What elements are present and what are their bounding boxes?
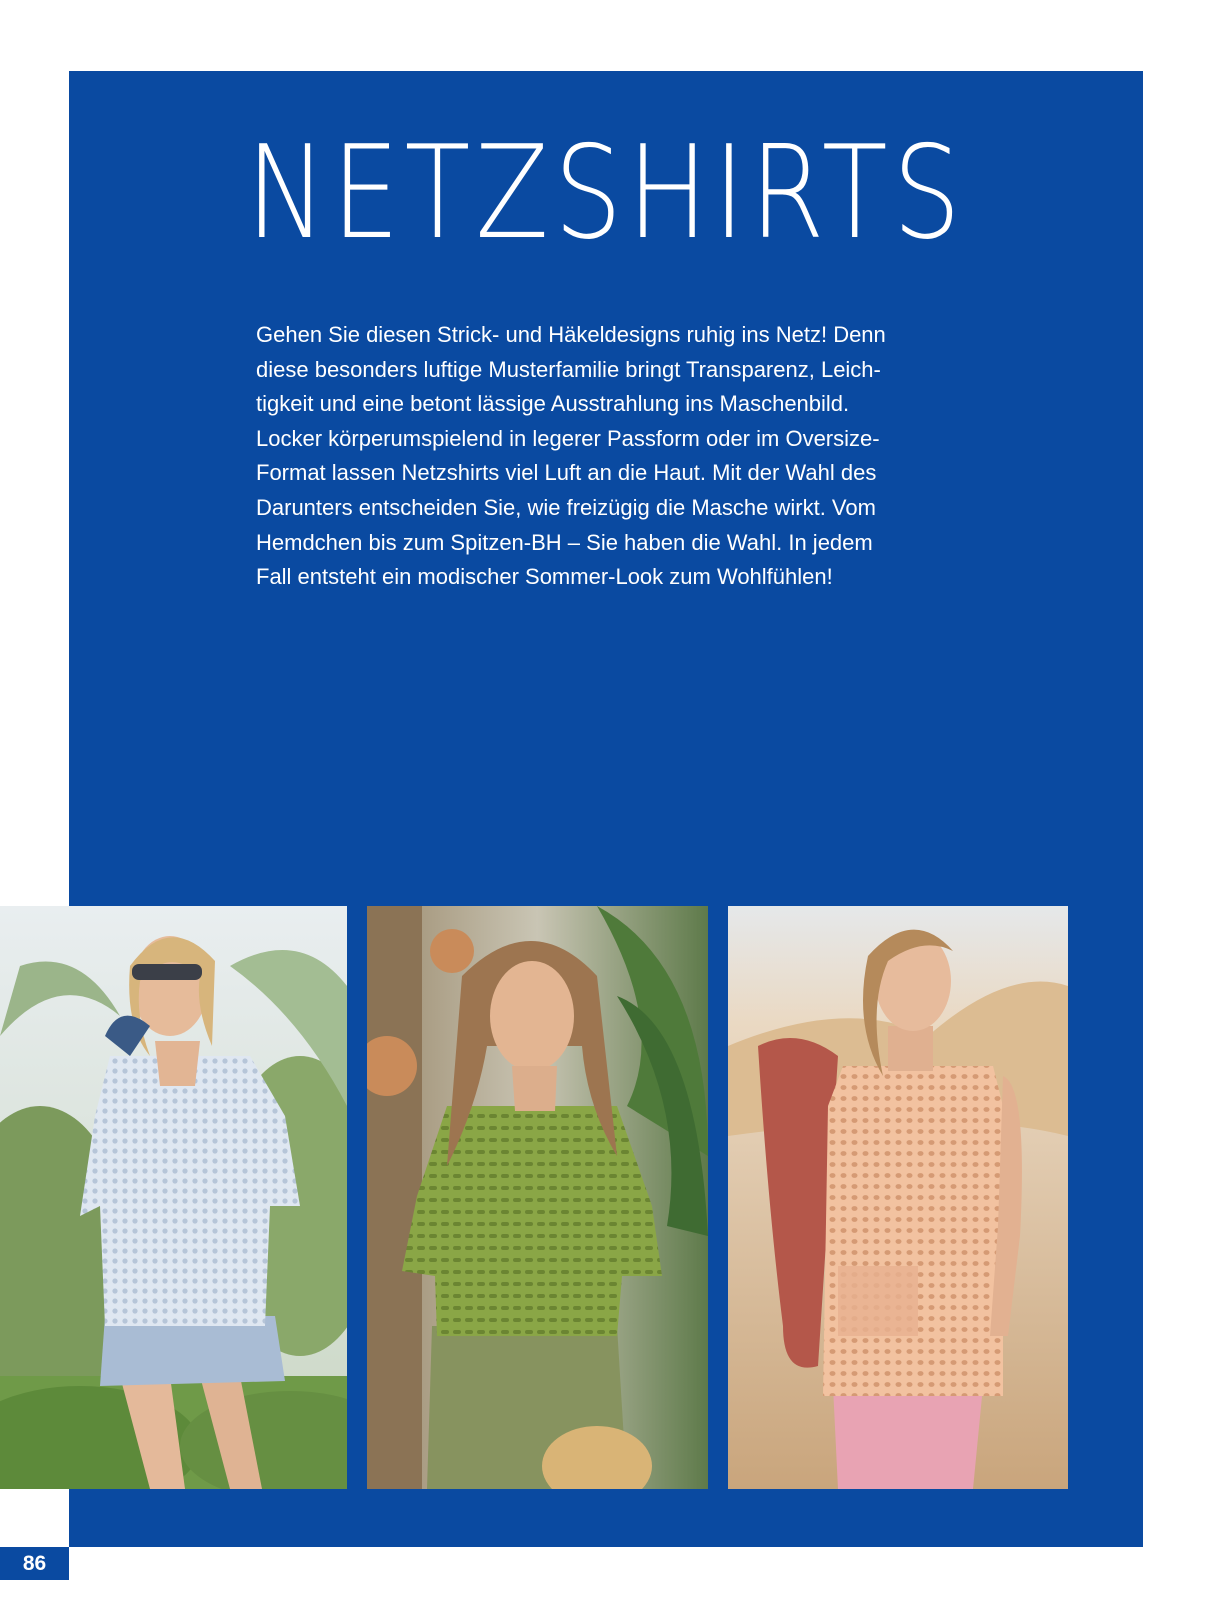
intro-line: Gehen Sie diesen Strick- und Häkeldesigns ruhig ins Netz! Denn (256, 322, 886, 347)
intro-line: Fall entsteht ein modischer Sommer-Look zum Wohlfühlen! (256, 564, 833, 590)
intro-line: diese besonders luftige Musterfamilie bringt Transparenz, Leich- (256, 356, 881, 382)
photo-white-net-sweater (0, 906, 347, 1489)
intro-paragraph (256, 318, 976, 595)
page-title: NETZSHIRTS (246, 119, 966, 268)
intro-line: Hemdchen bis zum Spitzen-BH – Sie haben die Wahl. In jedem (256, 529, 873, 555)
intro-line: Darunters entscheiden Sie, wie freizügig die Masche wirkt. Vom (256, 494, 876, 520)
intro-line: tigkeit und eine betont lässige Ausstrahlung ins Maschenbild. (256, 391, 850, 417)
photo-peach-net-top (728, 906, 1068, 1489)
photo-green-net-sweater (367, 906, 708, 1489)
intro-line: Format lassen Netzshirts viel Luft an die Haut. Mit der Wahl des (256, 460, 877, 486)
intro-line: Locker körperumspielend in legerer Passform oder im Oversize- (256, 425, 880, 451)
page-number: 86 (0, 1547, 69, 1580)
